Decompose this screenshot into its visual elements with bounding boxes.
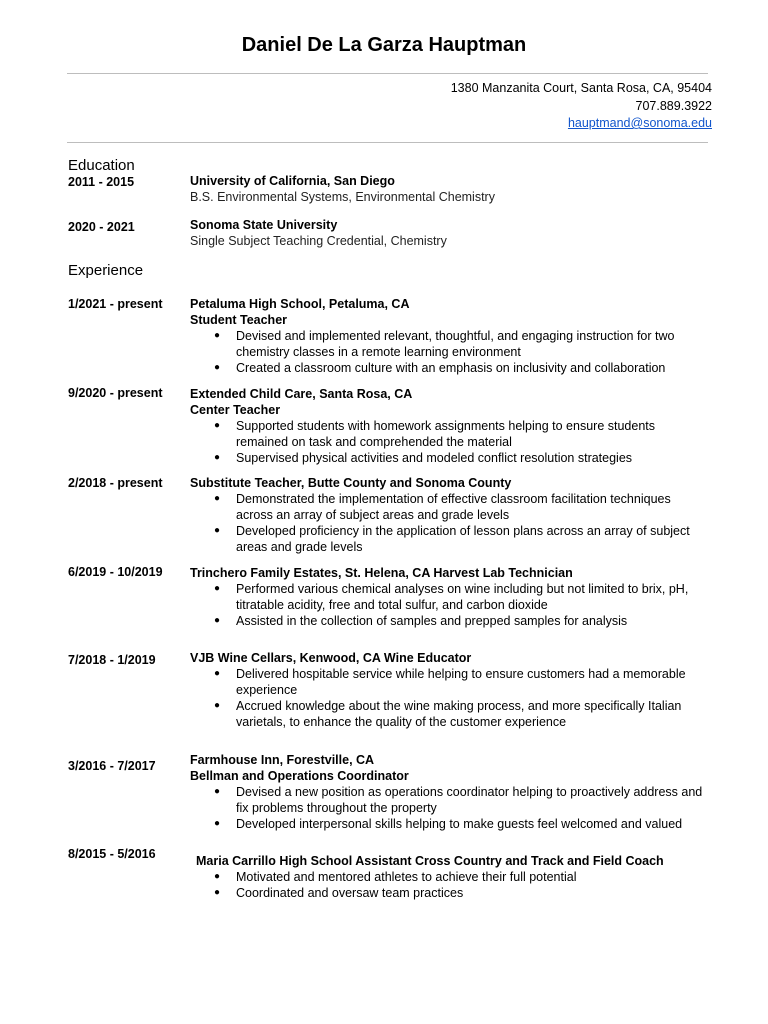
bullet-icon: ● — [214, 493, 221, 504]
edu-date: 2011 - 2015 — [68, 175, 135, 189]
list-item — [190, 418, 708, 450]
bullet-text: Demonstrated the implementation of effective classroom facilitation techniques across an array of subject areas and grade levels — [236, 492, 671, 522]
edu-school: University of California, San Diego — [190, 174, 395, 188]
exp-entry — [190, 296, 708, 376]
bullet-icon: ● — [214, 615, 221, 626]
bullet-icon: ● — [214, 668, 221, 679]
bullet-text: Motivated and mentored athletes to achieve their full potential — [236, 870, 577, 884]
list-item — [190, 613, 708, 629]
bullet-icon: ● — [214, 818, 221, 829]
exp-date: 7/2018 - 1/2019 — [68, 653, 156, 667]
exp-date: 3/2016 - 7/2017 — [68, 759, 156, 773]
exp-title: Trinchero Family Estates, St. Helena, CA Harvest Lab Technician — [190, 566, 573, 580]
exp-bullets — [190, 491, 708, 555]
phone: 707.889.3922 — [635, 98, 712, 113]
exp-role: Center Teacher — [190, 403, 281, 417]
exp-date: 1/2021 - present — [68, 297, 163, 311]
email-link[interactable]: hauptmand@sonoma.edu — [567, 116, 712, 130]
exp-title: Substitute Teacher, Butte County and Sonoma County — [190, 476, 512, 490]
bullet-text: Devised and implemented relevant, thoughtful, and engaging instruction for two chemistry classes in a remote learning environment — [236, 329, 675, 359]
bullet-icon: ● — [214, 887, 221, 898]
contact-divider — [67, 142, 708, 143]
bullet-text: Devised a new position as operations coordinator helping to proactively address and fix problems throughout the property — [236, 785, 703, 815]
list-item — [190, 360, 708, 376]
bullet-text: Delivered hospitable service while helping to ensure customers had a memorable experience — [236, 667, 686, 697]
bullet-text: Performed various chemical analyses on wine including but not limited to brix, pH, titratable acidity, free and total sulfur, and carbon dioxide — [236, 582, 689, 612]
bullet-text: Accrued knowledge about the wine making process, and more specifically Italian varietals, to enhance the quality of the customer experience — [236, 699, 682, 729]
exp-entry — [190, 650, 708, 730]
bullet-icon: ● — [214, 362, 221, 373]
edu-date: 2020 - 2021 — [68, 220, 135, 234]
exp-role: Bellman and Operations Coordinator — [190, 769, 409, 783]
exp-title: Petaluma High School, Petaluma, CA — [190, 297, 410, 311]
resume-name: Daniel De La Garza Hauptman — [241, 34, 527, 56]
exp-bullets — [190, 784, 708, 832]
bullet-icon: ● — [214, 871, 221, 882]
bullet-icon: ● — [214, 786, 221, 797]
edu-entry — [190, 173, 708, 205]
list-item — [190, 581, 708, 613]
list-item — [190, 328, 708, 360]
exp-date: 6/2019 - 10/2019 — [68, 565, 163, 579]
exp-title: Maria Carrillo High School Assistant Cross Country and Track and Field Coach — [196, 854, 664, 868]
bullet-text: Developed proficiency in the application of lesson plans across an array of subject areas and grade levels — [236, 524, 690, 554]
bullet-text: Created a classroom culture with an emphasis on inclusivity and collaboration — [236, 361, 666, 375]
edu-entry — [190, 217, 708, 249]
exp-title: VJB Wine Cellars, Kenwood, CA Wine Educator — [190, 651, 472, 665]
exp-bullets — [190, 418, 708, 466]
bullet-text: Developed interpersonal skills helping to make guests feel welcomed and valued — [236, 817, 683, 831]
exp-date: 9/2020 - present — [68, 386, 163, 400]
bullet-icon: ● — [214, 420, 221, 431]
address: 1380 Manzanita Court, Santa Rosa, CA, 95404 — [450, 81, 712, 95]
exp-bullets — [190, 328, 708, 376]
contact-block — [451, 80, 712, 133]
exp-bullets — [190, 666, 708, 730]
bullet-text: Assisted in the collection of samples and prepped samples for analysis — [236, 614, 628, 628]
header-divider — [67, 73, 708, 74]
bullet-text: Supervised physical activities and modeled conflict resolution strategies — [236, 451, 633, 465]
bullet-icon: ● — [214, 330, 221, 341]
bullet-text: Coordinated and oversaw team practices — [236, 886, 464, 900]
list-item — [190, 523, 708, 555]
list-item — [190, 885, 714, 901]
education-heading: Education — [68, 157, 135, 174]
experience-heading: Experience — [68, 262, 144, 279]
exp-title: Farmhouse Inn, Forestville, CA — [190, 753, 375, 767]
edu-school: Sonoma State University — [190, 218, 338, 232]
list-item — [190, 869, 714, 885]
list-item — [190, 450, 708, 466]
exp-role: Student Teacher — [190, 313, 288, 327]
list-item — [190, 491, 708, 523]
bullet-icon: ● — [214, 452, 221, 463]
exp-bullets — [190, 869, 714, 901]
exp-entry — [190, 565, 708, 629]
list-item — [190, 666, 708, 698]
edu-detail: B.S. Environmental Systems, Environmental Chemistry — [190, 190, 495, 204]
bullet-icon: ● — [214, 700, 221, 711]
exp-title: Extended Child Care, Santa Rosa, CA — [190, 387, 413, 401]
bullet-text: Supported students with homework assignments helping to ensure students remained on task and comprehended the material — [236, 419, 655, 449]
exp-entry — [190, 475, 708, 555]
edu-detail: Single Subject Teaching Credential, Chemistry — [190, 234, 447, 248]
exp-entry — [190, 752, 708, 832]
bullet-icon: ● — [214, 525, 221, 536]
exp-entry — [190, 386, 708, 466]
list-item — [190, 698, 708, 730]
list-item — [190, 816, 708, 832]
exp-bullets — [190, 581, 708, 629]
exp-date: 8/2015 - 5/2016 — [68, 847, 156, 861]
exp-entry — [196, 853, 714, 901]
bullet-icon: ● — [214, 583, 221, 594]
list-item — [190, 784, 708, 816]
exp-date: 2/2018 - present — [68, 476, 163, 490]
